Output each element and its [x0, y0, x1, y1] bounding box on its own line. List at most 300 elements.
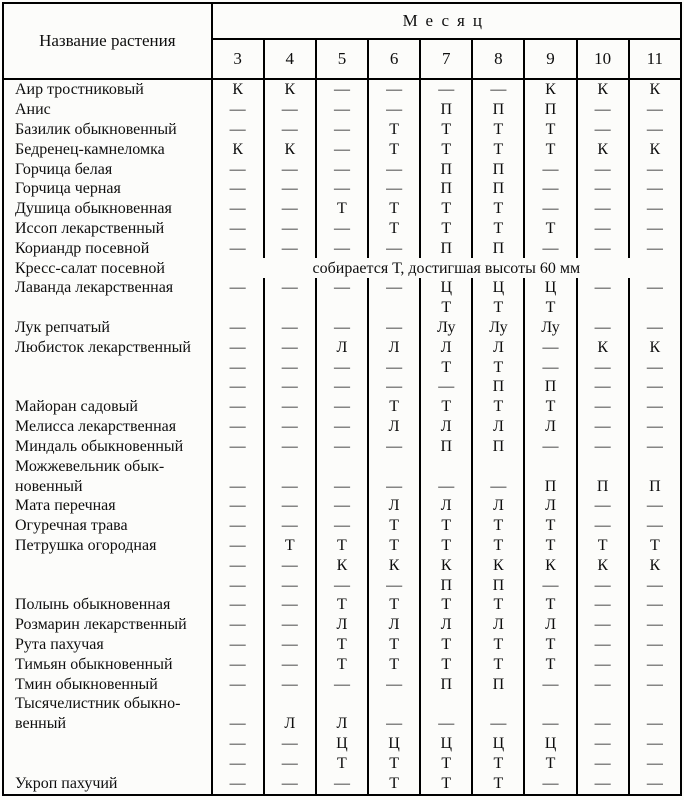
month-value-cell: — — [629, 734, 681, 754]
month-value-cell: — — [577, 774, 629, 795]
month-value-cell: Т — [472, 754, 524, 774]
table-row — [3, 417, 681, 437]
month-value-cell: Ц — [524, 278, 576, 298]
month-value-cell: Т — [472, 219, 524, 239]
month-column-header: 10 — [577, 39, 629, 79]
month-value-cell: — — [524, 714, 576, 734]
table-row — [3, 536, 681, 556]
month-value-cell: — — [212, 734, 264, 754]
month-value-cell: К — [472, 556, 524, 576]
month-value-cell: П — [420, 100, 472, 120]
month-value-cell: — — [368, 476, 420, 496]
month-value-cell: Т — [472, 635, 524, 655]
month-value-cell: — — [629, 754, 681, 774]
month-value-cell: — — [212, 397, 264, 417]
month-value-cell: — — [316, 120, 368, 140]
month-value-cell: П — [420, 239, 472, 259]
month-value-cell: П — [420, 675, 472, 695]
month-value-cell: — — [577, 159, 629, 179]
plant-name-cell: Миндаль обыкновенный — [15, 437, 184, 455]
month-value-cell: Т — [524, 397, 576, 417]
month-value-cell: — — [524, 675, 576, 695]
plant-name-column-header: Название растения — [3, 3, 212, 79]
month-value-cell: — — [577, 318, 629, 338]
month-value-cell: — — [316, 774, 368, 795]
table-row — [3, 239, 681, 259]
month-value-cell: Л — [472, 496, 524, 516]
month-value-cell: — — [629, 199, 681, 219]
month-value-cell: — — [577, 417, 629, 437]
month-value-cell — [316, 457, 368, 477]
month-value-cell: — — [629, 239, 681, 259]
month-value-cell: Л — [420, 338, 472, 358]
month-value-cell: — — [524, 179, 576, 199]
month-value-cell: Т — [472, 199, 524, 219]
month-value-cell: К — [420, 556, 472, 576]
month-value-cell: Т — [472, 595, 524, 615]
month-value-cell: Т — [420, 358, 472, 378]
plant-name-cell: Аир тростниковый — [15, 81, 144, 99]
month-value-cell: — — [577, 358, 629, 378]
month-column-header: 5 — [316, 39, 368, 79]
month-value-cell: К — [212, 79, 264, 100]
month-value-cell: — — [629, 516, 681, 536]
month-value-cell: — — [368, 239, 420, 259]
month-value-cell: Т — [472, 774, 524, 795]
month-value-cell: Т — [420, 774, 472, 795]
table-row — [3, 377, 681, 397]
table-row — [3, 615, 681, 635]
month-value-cell: Т — [316, 595, 368, 615]
month-value-cell: Т — [316, 635, 368, 655]
month-value-cell: Т — [420, 516, 472, 536]
table-row — [3, 496, 681, 516]
month-value-cell: — — [420, 476, 472, 496]
month-value-cell — [524, 457, 576, 477]
month-value-cell: — — [472, 714, 524, 734]
month-value-cell: — — [264, 318, 316, 338]
table-row — [3, 457, 681, 477]
month-column-header: 3 — [212, 39, 264, 79]
plant-name-cell: Полынь обыкновенная — [15, 596, 171, 614]
month-value-cell: Т — [524, 516, 576, 536]
plant-name-cell: Рута пахучая — [15, 636, 104, 653]
month-value-cell: Ц — [472, 278, 524, 298]
plant-harvest-month-table — [2, 2, 682, 796]
month-value-cell: Л — [420, 417, 472, 437]
month-value-cell: К — [629, 556, 681, 576]
month-value-cell: — — [577, 754, 629, 774]
month-value-cell: Л — [524, 615, 576, 635]
month-value-cell — [629, 457, 681, 477]
month-group-header: Месяц — [212, 3, 681, 39]
month-value-cell: — — [264, 437, 316, 457]
table-row — [3, 199, 681, 219]
month-value-cell: — — [368, 159, 420, 179]
month-value-cell: — — [264, 496, 316, 516]
month-value-cell: — — [264, 774, 316, 795]
table-row — [3, 754, 681, 774]
month-value-cell: — — [420, 377, 472, 397]
month-value-cell: П — [472, 100, 524, 120]
month-value-cell — [524, 694, 576, 714]
month-value-cell: Л — [524, 496, 576, 516]
month-value-cell: — — [577, 496, 629, 516]
table-row — [3, 358, 681, 378]
month-value-cell: Т — [368, 536, 420, 556]
month-value-cell: — — [212, 655, 264, 675]
month-value-cell: К — [524, 556, 576, 576]
month-value-cell — [368, 457, 420, 477]
month-value-cell: — — [212, 100, 264, 120]
plant-name-cell: Тмин обыкновенный — [15, 675, 158, 693]
spanning-note-cell: собирается Т, достигшая высоты 60 мм — [212, 258, 681, 278]
month-value-cell: — — [629, 655, 681, 675]
month-value-cell: — — [629, 219, 681, 239]
month-value-cell: К — [629, 338, 681, 358]
month-value-cell: — — [524, 774, 576, 795]
table-row — [3, 219, 681, 239]
month-value-cell: Т — [472, 655, 524, 675]
month-value-cell: Ц — [420, 278, 472, 298]
month-value-cell: Т — [524, 754, 576, 774]
month-value-cell: — — [577, 219, 629, 239]
month-value-cell: Ц — [524, 734, 576, 754]
month-value-cell: Т — [368, 516, 420, 536]
table-row — [3, 635, 681, 655]
plant-name-cell — [3, 377, 212, 397]
month-value-cell: — — [629, 496, 681, 516]
table-row — [3, 338, 681, 358]
month-value-cell — [629, 298, 681, 318]
month-value-cell: Т — [472, 536, 524, 556]
month-value-cell: — — [577, 377, 629, 397]
month-value-cell: П — [472, 179, 524, 199]
plant-name-cell: Огуречная трава — [15, 517, 128, 535]
month-value-cell — [420, 457, 472, 477]
plant-name-cell — [3, 556, 212, 576]
month-value-cell: Т — [629, 536, 681, 556]
month-value-cell: Ц — [316, 734, 368, 754]
month-value-cell: — — [212, 635, 264, 655]
month-value-cell: Ц — [420, 734, 472, 754]
month-value-cell: — — [577, 199, 629, 219]
month-value-cell: — — [368, 358, 420, 378]
month-value-cell — [264, 298, 316, 318]
month-value-cell — [420, 694, 472, 714]
table-row — [3, 694, 681, 714]
month-value-cell: Т — [420, 219, 472, 239]
month-value-cell: — — [472, 79, 524, 100]
month-value-cell: П — [577, 476, 629, 496]
month-value-cell — [264, 694, 316, 714]
month-value-cell: — — [316, 219, 368, 239]
month-value-cell: — — [212, 120, 264, 140]
month-value-cell: — — [264, 358, 316, 378]
month-value-cell: Т — [472, 140, 524, 160]
month-column-header: 11 — [629, 39, 681, 79]
month-value-cell: Т — [420, 635, 472, 655]
month-value-cell: Т — [368, 120, 420, 140]
month-value-cell: Л — [524, 417, 576, 437]
month-value-cell: Т — [420, 754, 472, 774]
month-value-cell — [212, 298, 264, 318]
month-value-cell: Т — [316, 199, 368, 219]
month-value-cell: — — [264, 120, 316, 140]
month-value-cell: — — [629, 318, 681, 338]
month-value-cell: — — [316, 358, 368, 378]
plant-name-cell: венный — [15, 715, 66, 733]
month-value-cell: — — [629, 377, 681, 397]
month-value-cell: — — [524, 575, 576, 595]
month-value-cell: К — [524, 79, 576, 100]
plant-name-cell: Укроп пахучий — [15, 774, 118, 792]
month-value-cell: К — [212, 140, 264, 160]
month-value-cell: — — [264, 655, 316, 675]
month-value-cell: — — [264, 754, 316, 774]
plant-name-cell: Петрушка огородная — [15, 536, 157, 554]
month-value-cell: — — [212, 516, 264, 536]
month-value-cell — [212, 457, 264, 477]
month-value-cell: — — [212, 358, 264, 378]
month-value-cell: К — [577, 338, 629, 358]
month-value-cell: — — [264, 338, 316, 358]
month-value-cell — [577, 694, 629, 714]
month-value-cell: — — [577, 734, 629, 754]
month-value-cell: — — [212, 675, 264, 695]
month-value-cell: — — [212, 575, 264, 595]
month-value-cell: П — [472, 575, 524, 595]
month-value-cell: — — [212, 496, 264, 516]
month-value-cell — [577, 298, 629, 318]
month-value-cell: — — [368, 278, 420, 298]
month-value-cell: П — [629, 476, 681, 496]
month-value-cell — [316, 694, 368, 714]
month-value-cell: — — [629, 437, 681, 457]
month-value-cell: — — [577, 179, 629, 199]
month-value-cell: — — [368, 575, 420, 595]
month-value-cell: — — [316, 179, 368, 199]
month-value-cell: Л — [472, 615, 524, 635]
month-value-cell: — — [316, 417, 368, 437]
month-value-cell: К — [264, 79, 316, 100]
plant-name-cell: Любисток лекарственный — [15, 338, 191, 356]
month-value-cell: — — [316, 397, 368, 417]
month-value-cell — [212, 694, 264, 714]
month-value-cell: — — [316, 140, 368, 160]
month-value-cell: — — [264, 219, 316, 239]
month-value-cell: — — [577, 516, 629, 536]
month-value-cell: — — [212, 437, 264, 457]
month-value-cell: — — [316, 239, 368, 259]
table-row — [3, 278, 681, 298]
table-row — [3, 675, 681, 695]
month-value-cell: Т — [368, 774, 420, 795]
month-value-cell: — — [524, 159, 576, 179]
month-value-cell: — — [316, 575, 368, 595]
month-value-cell: — — [264, 675, 316, 695]
month-value-cell: — — [629, 417, 681, 437]
table-row — [3, 100, 681, 120]
month-value-cell: Т — [472, 516, 524, 536]
plant-name-cell: Кориандр посевной — [15, 239, 150, 257]
month-value-cell: К — [577, 140, 629, 160]
month-value-cell: — — [212, 417, 264, 437]
month-value-cell: — — [212, 754, 264, 774]
month-value-cell: — — [212, 338, 264, 358]
month-value-cell: Т — [420, 595, 472, 615]
month-value-cell: — — [316, 278, 368, 298]
month-value-cell: — — [212, 179, 264, 199]
table-row — [3, 575, 681, 595]
month-value-cell: Т — [368, 397, 420, 417]
month-value-cell: П — [472, 437, 524, 457]
month-value-cell: — — [420, 714, 472, 734]
month-value-cell: — — [264, 575, 316, 595]
month-value-cell: Л — [472, 338, 524, 358]
month-value-cell: П — [472, 377, 524, 397]
month-value-cell: — — [316, 159, 368, 179]
month-value-cell: — — [577, 278, 629, 298]
table-row — [3, 734, 681, 754]
month-value-cell: — — [264, 734, 316, 754]
month-value-cell: Т — [316, 655, 368, 675]
month-value-cell: — — [524, 338, 576, 358]
table-row — [3, 179, 681, 199]
month-value-cell: Т — [472, 358, 524, 378]
month-value-cell: Л — [264, 714, 316, 734]
month-column-header: 9 — [524, 39, 576, 79]
month-value-cell: — — [524, 437, 576, 457]
month-value-cell — [368, 298, 420, 318]
month-value-cell — [472, 457, 524, 477]
month-value-cell: П — [472, 239, 524, 259]
month-value-cell: К — [264, 140, 316, 160]
month-value-cell: — — [577, 437, 629, 457]
month-value-cell: — — [264, 377, 316, 397]
month-value-cell: — — [629, 774, 681, 795]
month-value-cell: — — [212, 536, 264, 556]
month-value-cell: Т — [524, 536, 576, 556]
plant-name-cell — [3, 754, 212, 774]
plant-name-cell: Майоран садовый — [15, 398, 138, 416]
table-row — [3, 437, 681, 457]
month-value-cell: Т — [420, 536, 472, 556]
month-value-cell: К — [629, 79, 681, 100]
month-value-cell — [577, 457, 629, 477]
table-row — [3, 516, 681, 536]
month-value-cell: — — [577, 120, 629, 140]
month-value-cell: Т — [264, 536, 316, 556]
month-value-cell: — — [577, 675, 629, 695]
month-value-cell: — — [264, 595, 316, 615]
plant-name-cell: новенный — [15, 477, 83, 495]
month-value-cell: — — [264, 615, 316, 635]
month-value-cell: Лу — [472, 318, 524, 338]
month-value-cell: Т — [577, 536, 629, 556]
month-column-header: 6 — [368, 39, 420, 79]
month-value-cell: Т — [524, 655, 576, 675]
plant-name-cell — [3, 734, 212, 754]
month-value-cell: Л — [368, 615, 420, 635]
month-value-cell: П — [420, 159, 472, 179]
month-value-cell: — — [577, 635, 629, 655]
month-value-cell: — — [524, 239, 576, 259]
table-row — [3, 159, 681, 179]
month-value-cell: — — [212, 199, 264, 219]
plant-name-cell: Тысячелистник обыкно- — [15, 695, 181, 713]
table-row — [3, 79, 681, 100]
month-value-cell: Лу — [524, 318, 576, 338]
month-value-cell: Т — [368, 754, 420, 774]
plant-name-cell: Иссоп лекарственный — [15, 219, 165, 237]
month-value-cell: Ц — [472, 734, 524, 754]
month-value-cell: — — [264, 278, 316, 298]
month-value-cell: — — [212, 239, 264, 259]
month-value-cell: — — [316, 377, 368, 397]
plant-name-cell: Розмарин лекарственный — [15, 616, 187, 634]
plant-name-cell: Горчица белая — [15, 160, 113, 178]
month-value-cell: — — [316, 516, 368, 536]
month-value-cell: — — [212, 556, 264, 576]
month-value-cell: — — [629, 100, 681, 120]
month-value-cell: Т — [524, 298, 576, 318]
month-value-cell: Т — [472, 397, 524, 417]
table-row — [3, 258, 681, 278]
month-value-cell: Т — [420, 120, 472, 140]
month-value-cell: — — [629, 635, 681, 655]
month-value-cell: Л — [420, 496, 472, 516]
table-row — [3, 595, 681, 615]
month-value-cell: К — [577, 556, 629, 576]
month-value-cell: — — [577, 239, 629, 259]
plant-name-cell — [3, 358, 212, 378]
month-value-cell — [629, 694, 681, 714]
month-value-cell: Т — [524, 140, 576, 160]
month-value-cell: Т — [316, 536, 368, 556]
plant-name-cell: Бедренец-камнеломка — [15, 140, 165, 158]
month-value-cell: Т — [524, 595, 576, 615]
table-row — [3, 476, 681, 496]
header-row-top — [3, 3, 681, 39]
table-row — [3, 655, 681, 675]
month-value-cell: — — [629, 675, 681, 695]
month-value-cell: — — [577, 714, 629, 734]
month-value-cell — [316, 298, 368, 318]
table-row — [3, 397, 681, 417]
month-value-cell: — — [524, 358, 576, 378]
month-value-cell: Т — [368, 219, 420, 239]
month-value-cell: Ц — [368, 734, 420, 754]
plant-name-cell: Мата перечная — [15, 497, 116, 515]
plant-name-cell: Лук репчатый — [15, 319, 110, 336]
month-value-cell: Лу — [420, 318, 472, 338]
month-value-cell: Т — [420, 140, 472, 160]
month-value-cell: — — [629, 179, 681, 199]
month-value-cell: — — [212, 377, 264, 397]
month-value-cell: Л — [368, 338, 420, 358]
plant-name-cell — [3, 575, 212, 595]
month-value-cell: — — [629, 595, 681, 615]
month-value-cell: — — [264, 417, 316, 437]
month-value-cell: К — [368, 556, 420, 576]
month-value-cell: Т — [368, 199, 420, 219]
month-value-cell: Л — [420, 615, 472, 635]
month-value-cell: Т — [524, 120, 576, 140]
month-value-cell: — — [420, 79, 472, 100]
month-value-cell: Т — [368, 635, 420, 655]
table-row — [3, 318, 681, 338]
